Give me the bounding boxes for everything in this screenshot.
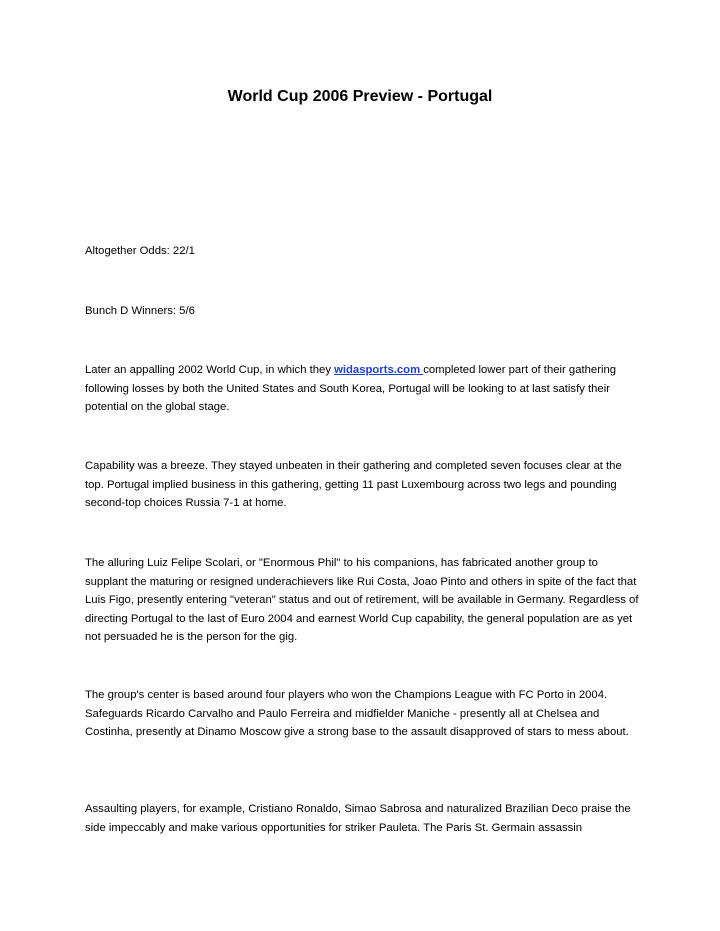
paragraph-coach: The alluring Luiz Felipe Scolari, or "Enormous Phil" to his companions, has fabricated another group to supplant the maturing or resigned underachievers like Rui Costa, Joao Pinto and others in spite of the fact that Luis Figo, presently entering "veteran" status and out of retirement, will be available in Germany. Regardless of directing Portugal to the last of Euro 2004 and earnest World Cup capability, the general population are as yet not persuaded he is the person for the gig. [85,557,639,644]
group-winner-line: Bunch D Winners: 5/6 [85,305,195,317]
paragraph-attackers: Assaulting players, for example, Cristiano Ronaldo, Simao Sabrosa and naturalized Brazilian Deco praise the side impeccably and make various opportunities for striker Pauleta. The Paris St. Germain assassin [85,803,631,834]
document-title: World Cup 2006 Preview - Portugal [227,88,493,105]
paragraph-intro-text-before: Later an appalling 2002 World Cup, in which they [85,364,335,376]
paragraph-qualification: Capability was a breeze. They stayed unbeaten in their gathering and completed seven focuses clear at the top. Portugal implied business in this gathering, getting 11 past Luxembourg across two legs and pounding second-top choices Russia 7-1 at home. [85,460,622,510]
paragraph-core-players: The group's center is based around four players who won the Champions League with FC Porto in 2004. Safeguards Ricardo Carvalho and Paulo Ferreira and midfielder Maniche - presently all at Chelsea and Costinha, presently at Dinamo Moscow give a strong base to the assault disapproved of stars to mess about. [85,689,629,739]
odds-line: Altogether Odds: 22/1 [85,245,195,257]
widasports-link[interactable]: widasports.com [334,364,424,376]
paragraph-intro [85,361,640,417]
paragraph-intro-text-after: completed lower part of their gathering following losses by both the United States and South Korea, Portugal will be looking to at last satisfy their potential on the global stage. [85,364,617,414]
